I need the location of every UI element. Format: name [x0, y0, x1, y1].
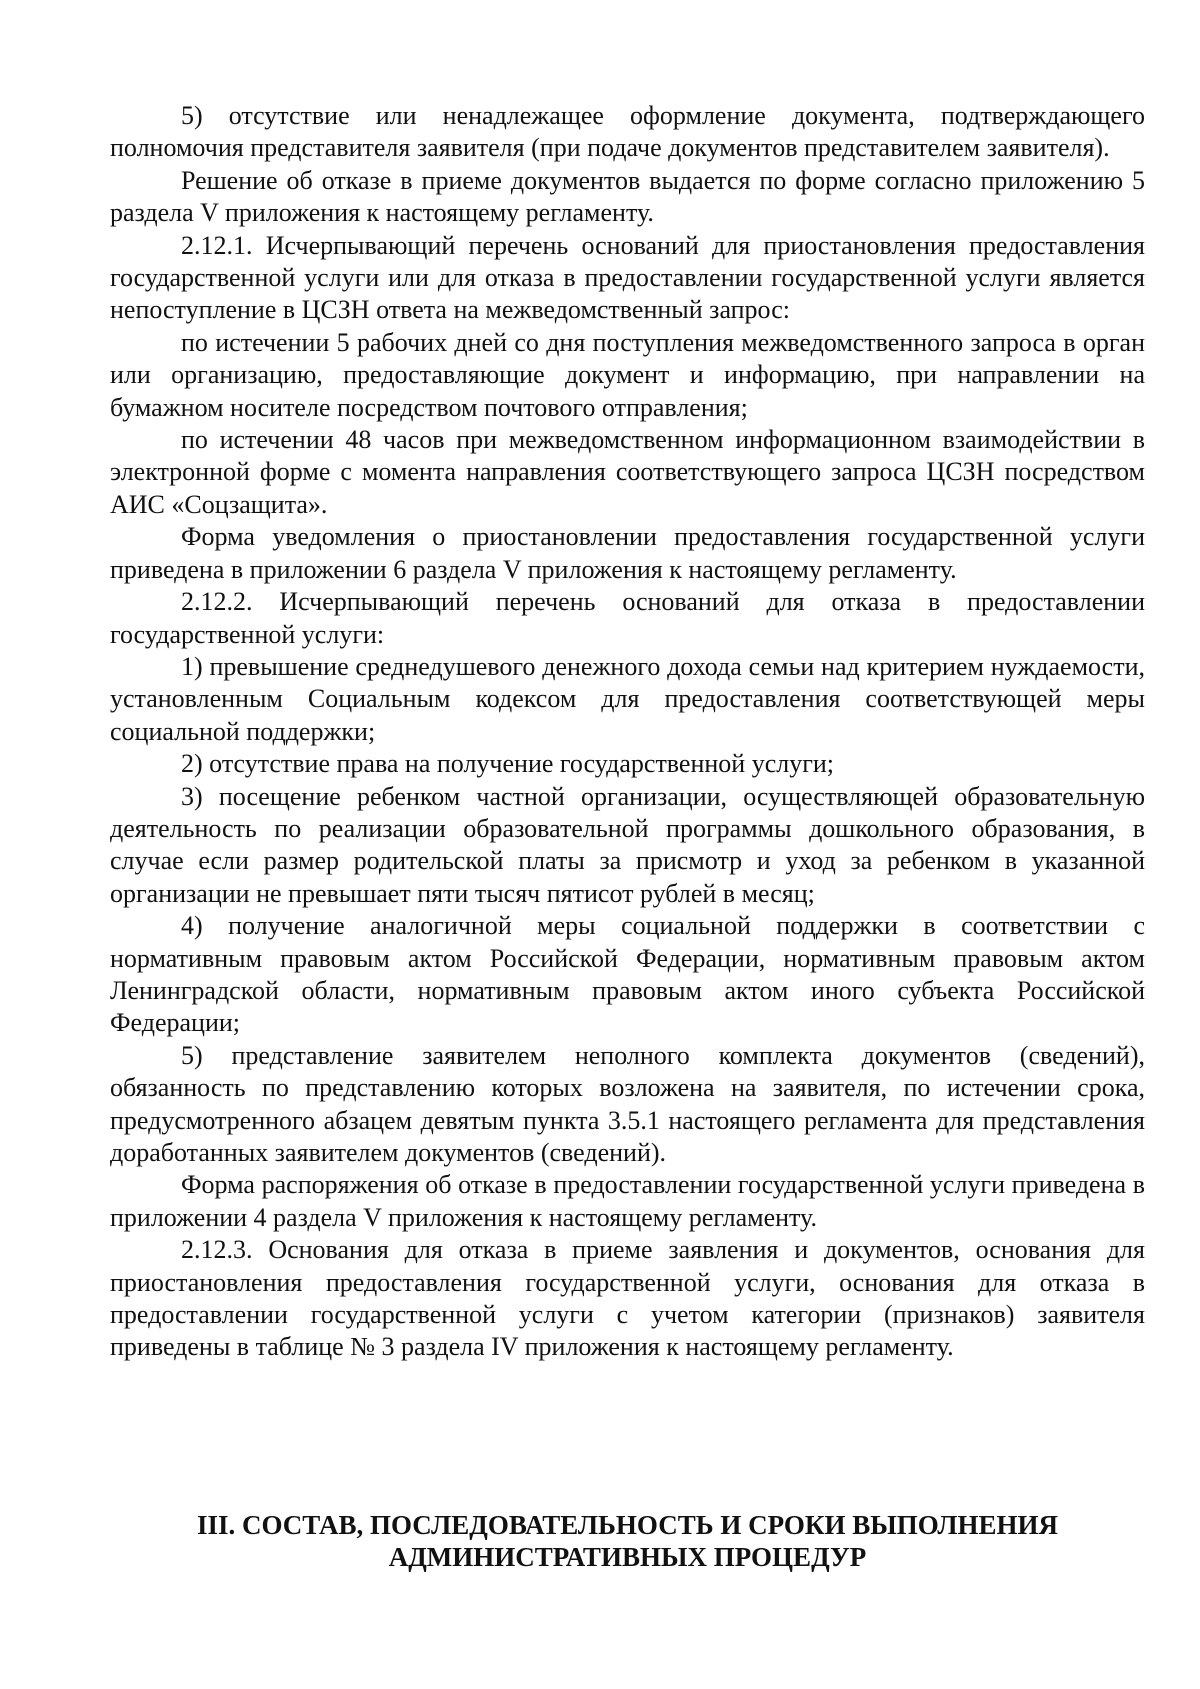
paragraph-item-4-similar-support: 4) получение аналогичной меры социальной поддержки в соответствии с нормативным правовым актом Российской Федерации, нормативным правовым актом Ленинградской области, нормативным правовым актом иного субъекта Российской Федерации; — [110, 911, 1145, 1038]
body-text — [110, 100, 1145, 1364]
paragraph-paper-request-term: по истечении 5 рабочих дней со дня поступления межведомственного запроса в орган или организацию, предоставляющие документ и информацию, при направлении на бумажном носителе посредством почтового отправления; — [110, 327, 1145, 422]
section-heading-line-2: АДМИНИСТРАТИВНЫХ ПРОЦЕДУР — [388, 1542, 867, 1572]
paragraph-item-3-private-organization: 3) посещение ребенком частной организации, осуществляющей образовательную деятельность по реализации образовательной программы дошкольного образования, в случае если размер родительской платы за присмотр и уход за ребенком в указанной организации не превышает пяти тысяч пятисот рублей в месяц; — [110, 781, 1145, 908]
paragraph-2-12-1: 2.12.1. Исчерпывающий перечень оснований для приостановления предоставления государственной услуги или для отказа в предоставлении государственной услуги является непоступление в ЦСЗН ответа на межведомственный запрос: — [110, 230, 1145, 325]
paragraph-2-12-3: 2.12.3. Основания для отказа в приеме заявления и документов, основания для приостановления предоставления государственной услуги, основания для отказа в предоставлении государственной услуги с учетом категории (признаков) заявителя приведены в таблице № 3 раздела IV приложения к настоящему регламенту. — [110, 1235, 1145, 1362]
paragraph-2-12-2: 2.12.2. Исчерпывающий перечень оснований для отказа в предоставлении государственной услуги: — [110, 587, 1145, 649]
paragraph-electronic-request-term: по истечении 48 часов при межведомственном информационном взаимодействии в электронной форме с момента направления соответствующего запроса ЦСЗН посредством АИС «Соцзащита». — [110, 425, 1145, 519]
paragraph-refusal-decision-form: Решение об отказе в приеме документов выдается по форме согласно приложению 5 раздела V приложения к настоящему регламенту. — [110, 165, 1145, 228]
paragraph-item-5-representative: 5) отсутствие или ненадлежащее оформление документа, подтверждающего полномочия представителя заявителя (при подаче документов представителем заявителя). — [110, 101, 1145, 163]
paragraph-refusal-order-form: Форма распоряжения об отказе в предоставлении государственной услуги приведена в приложении 4 раздела V приложения к настоящему регламенту. — [110, 1170, 1145, 1232]
paragraph-suspension-notice-form: Форма уведомления о приостановлении предоставления государственной услуги приведена в приложении 6 раздела V приложения к настоящему регламенту. — [110, 522, 1145, 584]
paragraph-item-5-incomplete-documents: 5) представление заявителем неполного комплекта документов (сведений), обязанность по представлению которых возложена на заявителя, по истечении срока, предусмотренного абзацем девятым пункта 3.5.1 настоящего регламента для представления доработанных заявителем документов (сведений). — [110, 1040, 1145, 1167]
section-heading — [110, 1509, 1145, 1573]
paragraph-item-1-income: 1) превышение среднедушевого денежного дохода семьи над критерием нуждаемости, установленным Социальным кодексом для предоставления соответствующей меры социальной поддержки; — [110, 651, 1145, 746]
paragraph-item-2-no-right: 2) отсутствие права на получение государственной услуги; — [181, 749, 835, 779]
section-heading-line-1: III. СОСТАВ, ПОСЛЕДОВАТЕЛЬНОСТЬ И СРОКИ ВЫПОЛНЕНИЯ — [196, 1510, 1059, 1540]
